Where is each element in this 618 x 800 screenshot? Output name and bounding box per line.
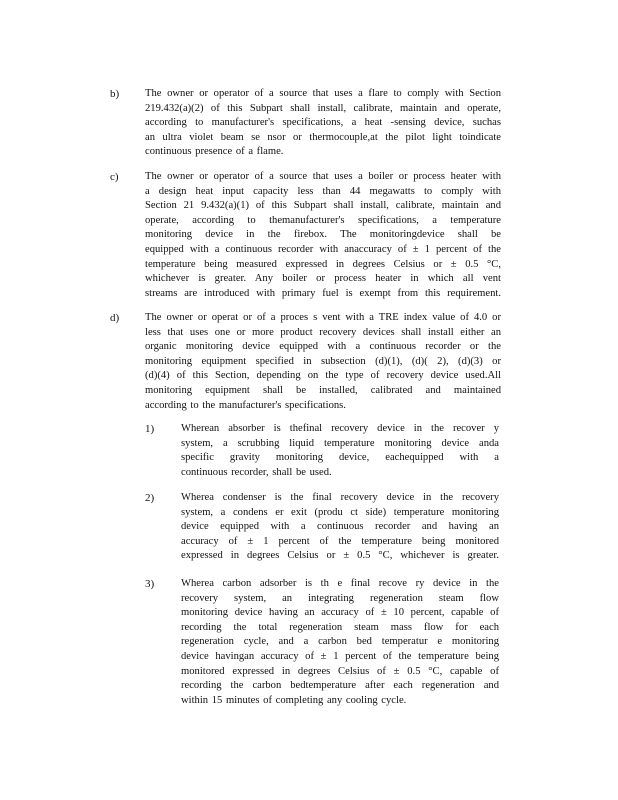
paragraph-text xyxy=(145,87,501,160)
text-line: monitored expressed in degrees Celsius of ± 0.5 °C, capable of xyxy=(181,665,499,677)
text-line: equipped with a continuous recorder with anaccuracy of ± 1 percent of the xyxy=(145,243,501,255)
text-line: accuracy of ± 1 percent of the temperature being monitored xyxy=(181,535,499,547)
text-line: within 15 minutes of completing any cooling cycle. xyxy=(181,694,407,706)
text-line: organic monitoring device equipped with a continuous recorder or the xyxy=(145,341,501,353)
paragraph-marker: c) xyxy=(110,171,119,183)
text-line: The owner or operat or of a proces s vent with a TRE index value of 4.0 or xyxy=(145,312,501,323)
text-line: continuous presence of a flame. xyxy=(145,146,284,158)
text-line: device equipped with a continuous recorder and having an xyxy=(181,521,499,533)
subparagraph-marker: 2) xyxy=(145,492,155,504)
text-line: (d)(4) of this Section, depending on the type of recovery device used.All xyxy=(145,370,501,382)
text-line: monitoring device in the firebox. The monitoringdevice shall be xyxy=(145,229,501,241)
text-line: streams are introduced with primary fuel is exempt from this requirement. xyxy=(145,287,501,299)
subparagraph-text xyxy=(181,577,499,708)
text-line: temperature being measured expressed in degrees Celsius or ± 0.5 °C, xyxy=(145,258,501,270)
text-line: device havingan accuracy of ± 1 percent of the temperature being xyxy=(181,650,499,662)
text-line: recording the carbon bedtemperature after each regeneration and xyxy=(181,680,499,692)
text-line: less that uses one or more product recovery devices shall install either an xyxy=(145,326,501,338)
text-line: The owner or operator of a source that uses a boiler or process heater with xyxy=(145,171,501,182)
text-line: Wherean absorber is thefinal recovery device in the recover y xyxy=(181,423,499,434)
text-line: regeneration cycle, and a carbon bed temperatur e monitoring xyxy=(181,636,499,648)
text-line: system, a scrubbing liquid temperature monitoring device anda xyxy=(181,437,499,449)
text-line: monitoring equipment specified in subsection (d)(1), (d)( 2), (d)(3) or xyxy=(145,355,501,367)
paragraph-marker: b) xyxy=(110,88,120,100)
subparagraph-text xyxy=(181,491,499,564)
text-line: monitoring equipment shall be installed, calibrated and maintained xyxy=(145,384,501,396)
text-line: according to manufacturer's specifications, a heat -sensing device, suchas xyxy=(145,117,501,129)
paragraph-text xyxy=(145,170,501,301)
text-line: 219.432(a)(2) of this Subpart shall install, calibrate, maintain and operate, xyxy=(145,102,501,114)
subparagraph-marker: 3) xyxy=(145,578,155,590)
text-line: continuous recorder, shall be used. xyxy=(181,466,332,478)
text-line: Wherea condenser is the final recovery device in the recovery xyxy=(181,492,499,503)
text-line: an ultra violet beam se nsor or thermocouple,at the pilot light toindicate xyxy=(145,131,501,143)
text-line: The owner or operator of a source that uses a flare to comply with Section xyxy=(145,88,501,99)
subparagraph-text xyxy=(181,422,499,480)
text-line: Wherea carbon adsorber is th e final recove ry device in the xyxy=(181,578,499,589)
subparagraph-marker: 1) xyxy=(145,423,155,435)
text-line: operate, according to themanufacturer's specifications, a temperature xyxy=(145,214,501,226)
text-line: a design heat input capacity less than 44 megawatts to comply with xyxy=(145,185,501,197)
text-line: recovery system, an integrating regeneration steam flow xyxy=(181,592,499,604)
paragraph-text xyxy=(145,311,501,413)
text-line: specific gravity monitoring device, eachequipped with a xyxy=(181,452,499,464)
text-line: recording the total regeneration steam mass flow for each xyxy=(181,621,499,633)
text-line: monitoring device having an accuracy of ± 10 percent, capable of xyxy=(181,607,499,619)
text-line: according to the manufacturer's specifications. xyxy=(145,399,346,411)
text-line: expressed in degrees Celsius or ± 0.5 °C, whichever is greater. xyxy=(181,550,499,562)
text-line: system, a condens er exit (produ ct side) temperature monitoring xyxy=(181,506,499,518)
text-line: Section 21 9.432(a)(1) of this Subpart shall install, calibrate, maintain and xyxy=(145,200,501,212)
paragraph-marker: d) xyxy=(110,312,120,324)
text-line: whichever is greater. Any boiler or process heater in which all vent xyxy=(145,273,501,285)
